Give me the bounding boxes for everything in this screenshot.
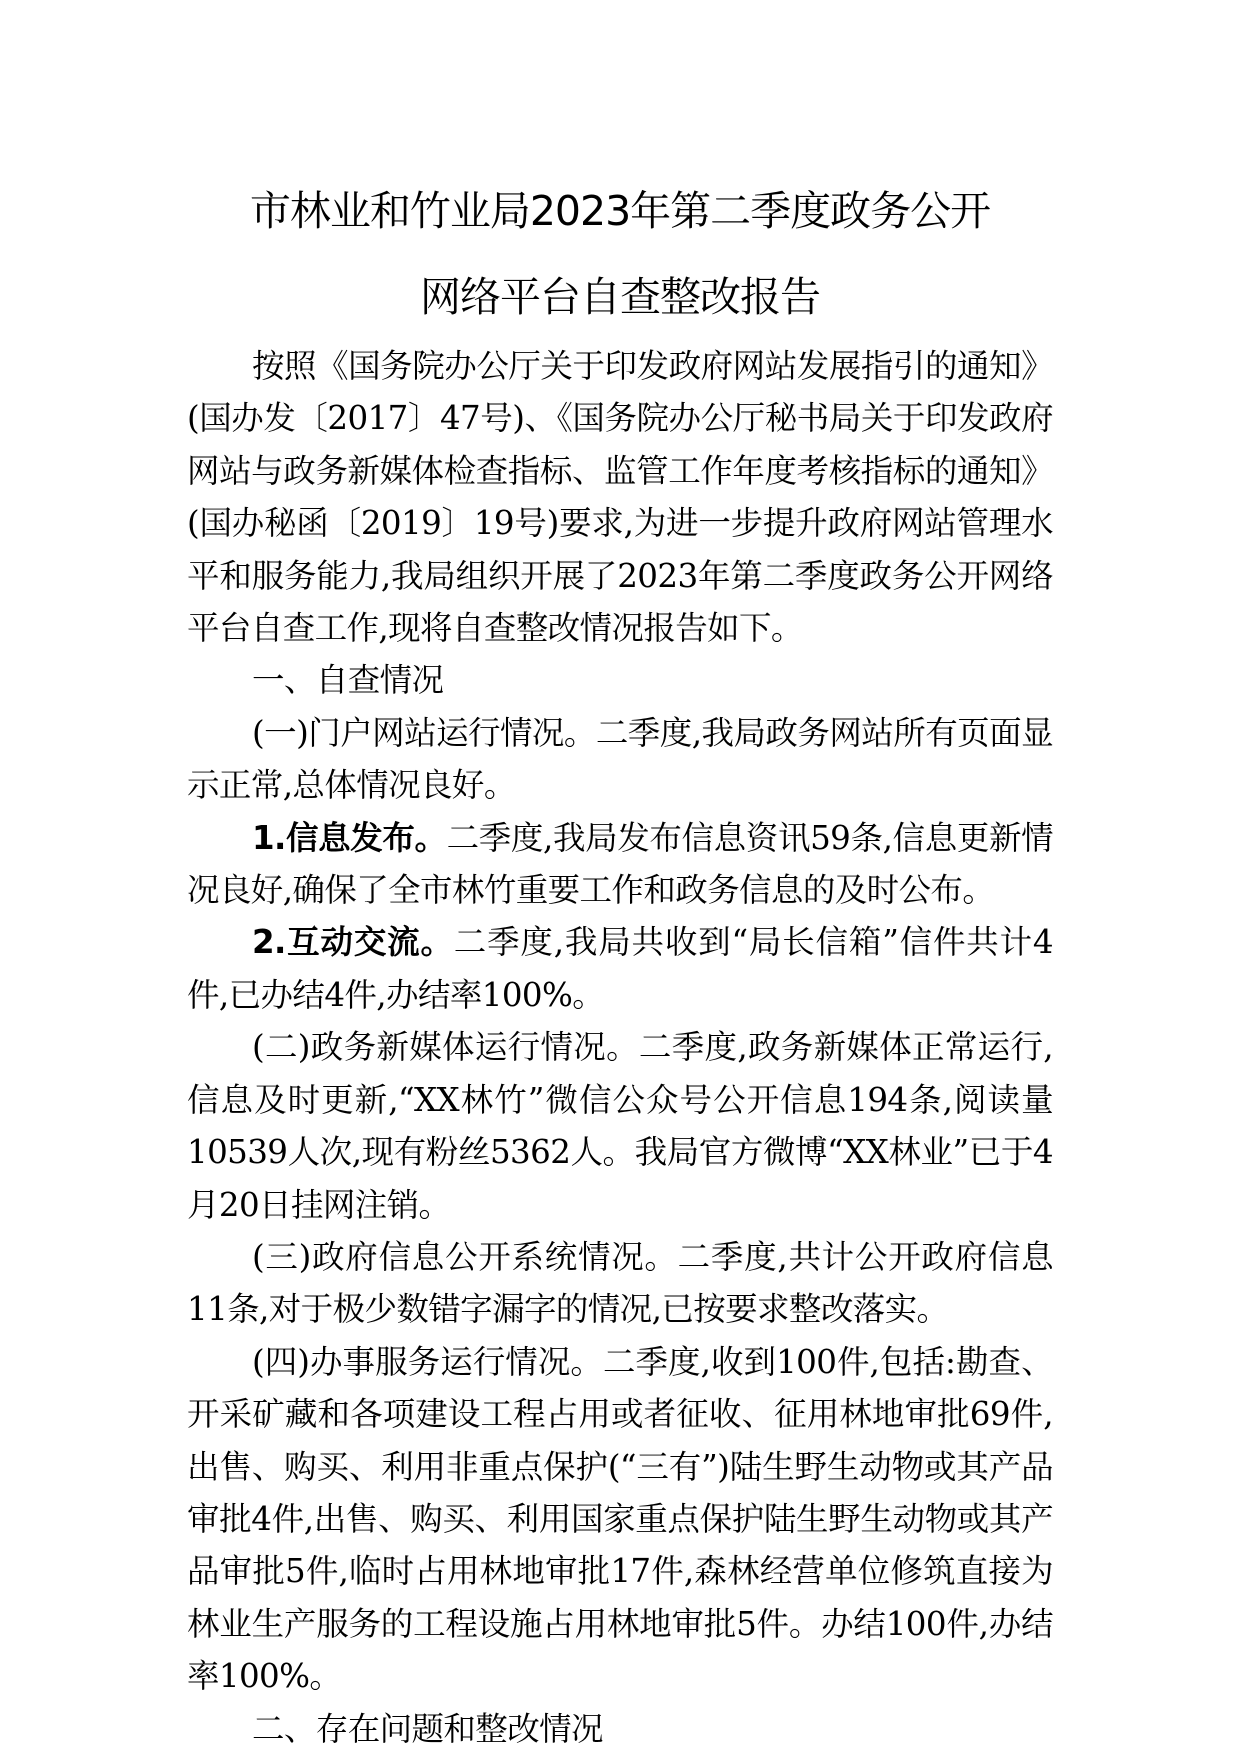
- paragraph-text: 按照《国务院办公厅关于印发政府网站发展指引的通知》(国办发〔2017〕47号)、《国务院办公厅秘书局关于印发政府网站与政务新媒体检查指标、监管工作年度考核指标的通知》(国办秘函〔2019〕19号)要求,为进一步提升政府网站管理水平和服务能力,我局组织开展了2023年第二季度政务公开网络平台自查工作,现将自查整改情况报告如下。: [187, 347, 1053, 648]
- paragraph-portal-site: [187, 707, 1053, 812]
- paragraph-text: (三)政府信息公开系统情况。二季度,共计公开政府信息11条,对于极少数错字漏字的情况,已按要求整改落实。: [187, 1237, 1053, 1329]
- paragraph-intro: [187, 340, 1053, 654]
- paragraph-text: (四)办事服务运行情况。二季度,收到100件,包括:勘查、开采矿藏和各项建设工程占用或者征收、征用林地审批69件,出售、购买、利用非重点保护(“三有”)陆生野生动物或其产品审批4件,出售、购买、利用国家重点保护陆生野生动物或其产品审批5件,临时占用林地审批17件,森林经营单位修筑直接为林业生产服务的工程设施占用林地审批5件。办结100件,办结率100%。: [187, 1342, 1053, 1696]
- section-heading-problems: [187, 1703, 1053, 1755]
- paragraph-text: (一)门户网站运行情况。二季度,我局政务网站所有页面显示正常,总体情况良好。: [187, 713, 1053, 805]
- paragraph-lead: 1.信息发布。: [252, 818, 447, 857]
- document-body: [187, 340, 1053, 1755]
- paragraph-lead: 2.互动交流。: [252, 923, 454, 962]
- paragraph-info-disclosure: [187, 1231, 1053, 1336]
- document-title-line1: 市林业和竹业局2023年第二季度政务公开: [249, 187, 991, 235]
- paragraph-text: 二、存在问题和整改情况: [252, 1709, 603, 1748]
- paragraph-text: 二季度,我局共收到“局长信箱”信件共计4件,已办结4件,办结率100%。: [187, 923, 1053, 1014]
- paragraph-text: 二季度,我局发布信息资讯59条,信息更新情况良好,确保了全市林竹重要工作和政务信息的及时公布。: [187, 818, 1053, 910]
- paragraph-info-release: [187, 812, 1053, 917]
- paragraph-interaction: [187, 916, 1053, 1021]
- paragraph-text: (二)政务新媒体运行情况。二季度,政务新媒体正常运行,信息及时更新,“XX林竹”微信公众号公开信息194条,阅读量10539人次,现有粉丝5362人。我局官方微博“XX林业”已于4月20日挂网注销。: [187, 1028, 1053, 1224]
- document-page: [187, 168, 1053, 1755]
- section-heading-self-check: [187, 654, 1053, 706]
- document-title-line2: 网络平台自查整改报告: [420, 273, 820, 321]
- paragraph-new-media: [187, 1021, 1053, 1231]
- paragraph-service: [187, 1336, 1053, 1703]
- paragraph-text: 一、自查情况: [252, 661, 444, 700]
